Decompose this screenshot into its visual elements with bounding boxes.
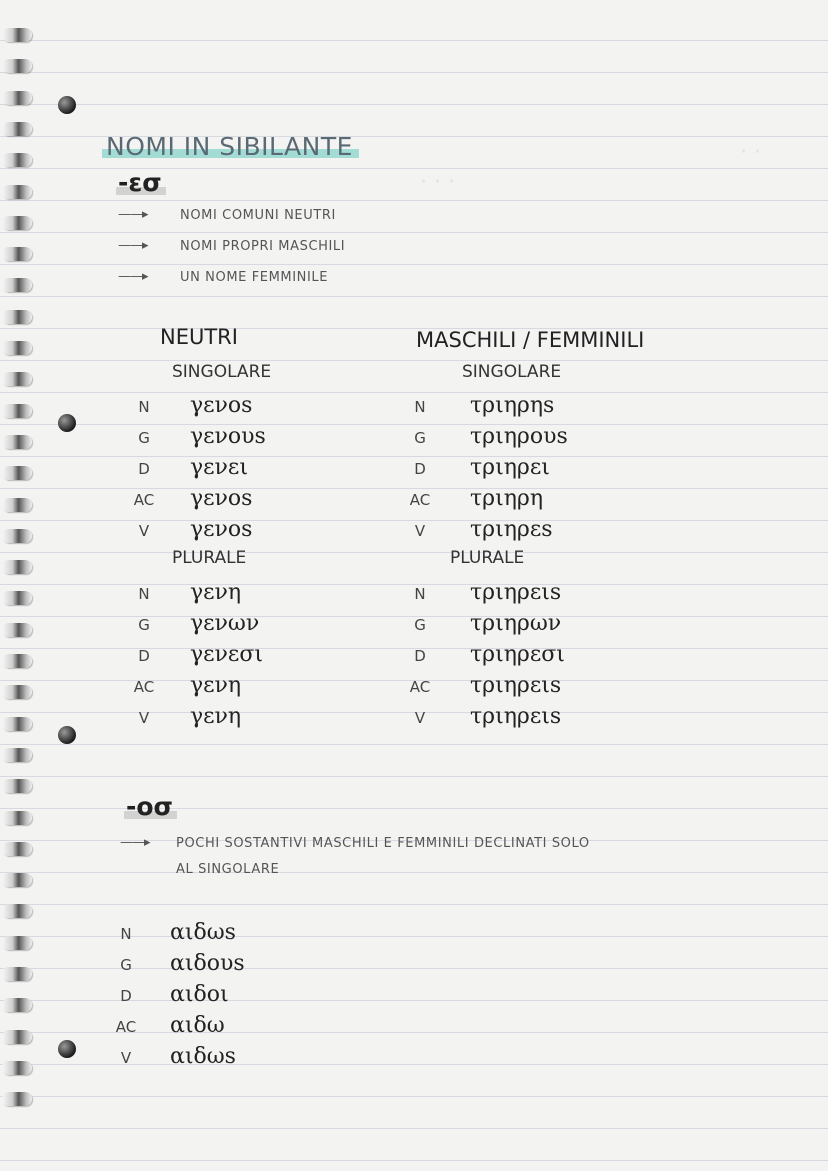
spiral-ring	[2, 404, 32, 418]
spiral-ring	[2, 685, 32, 699]
spiral-ring	[2, 435, 32, 449]
maschili-singolare-form: τριηρη	[470, 486, 544, 511]
spiral-ring	[2, 654, 32, 668]
maschili-plurale-form: τριηρειs	[470, 673, 562, 698]
os-note-line2: AL SINGOLARE	[176, 862, 280, 877]
neutri-plurale-case-label: N	[138, 585, 150, 603]
spiral-ring	[2, 529, 32, 543]
neutri-singolare-case-label: N	[138, 398, 150, 416]
spiral-ring	[2, 623, 32, 637]
punch-hole	[58, 96, 76, 114]
os-singolare-form: αιδωs	[170, 1044, 236, 1069]
spiral-ring	[2, 717, 32, 731]
maschili-plurale-case-label: D	[414, 647, 426, 665]
os-singolare-form: αιδουs	[170, 951, 245, 976]
neutri-singolare-form: γενουs	[190, 424, 266, 449]
spiral-ring	[2, 1061, 32, 1075]
spiral-ring	[2, 216, 32, 230]
neutri-plurale-form: γενη	[190, 673, 242, 698]
note-item: NOMI PROPRI MASCHILI	[180, 239, 346, 254]
spiral-ring	[2, 1092, 32, 1106]
os-singolare-form: αιδοι	[170, 982, 229, 1007]
spiral-ring	[2, 779, 32, 793]
spiral-ring	[2, 904, 32, 918]
os-singolare-case-label: N	[120, 925, 132, 943]
page-title: NOMI IN SIBILANTE	[106, 132, 353, 161]
os-singolare-case-label: D	[120, 987, 132, 1005]
spiral-ring	[2, 341, 32, 355]
maschili-singolare-case-label: V	[414, 522, 426, 540]
arrow-icon: ——▸	[120, 835, 150, 850]
spiral-ring	[2, 591, 32, 605]
maschili-plurale-case-label: AC	[409, 678, 431, 696]
neutri-singolare-form: γενοs	[190, 517, 253, 542]
spiral-ring	[2, 1030, 32, 1044]
neutri-singolare-case-label: AC	[133, 491, 155, 509]
maschili-heading: MASCHILI / FEMMINILI	[416, 328, 645, 352]
neutri-singolare-label: SINGOLARE	[172, 362, 272, 382]
punch-hole	[58, 726, 76, 744]
bleed-through-text: · · ·	[420, 170, 455, 195]
neutri-plurale-case-label: V	[138, 709, 150, 727]
neutri-singolare-case-label: V	[138, 522, 150, 540]
maschili-singolare-case-label: D	[414, 460, 426, 478]
spiral-ring	[2, 811, 32, 825]
maschili-plurale-form: τριηρειs	[470, 704, 562, 729]
neutri-plurale-form: γενη	[190, 580, 242, 605]
neutri-singolare-case-label: G	[138, 429, 150, 447]
neutri-plurale-case-label: G	[138, 616, 150, 634]
spiral-ring	[2, 498, 32, 512]
spiral-ring	[2, 936, 32, 950]
neutri-plurale-case-label: AC	[133, 678, 155, 696]
neutri-heading: NEUTRI	[160, 325, 238, 349]
maschili-singolare-case-label: AC	[409, 491, 431, 509]
neutri-singolare-case-label: D	[138, 460, 150, 478]
os-singolare-case-label: G	[120, 956, 132, 974]
arrow-icon: ——▸	[118, 238, 148, 253]
spiral-ring	[2, 185, 32, 199]
spiral-ring	[2, 873, 32, 887]
maschili-plurale-form: τριηρειs	[470, 580, 562, 605]
neutri-plurale-case-label: D	[138, 647, 150, 665]
spiral-ring	[2, 372, 32, 386]
maschili-plurale-form: τριηρεσι	[470, 642, 565, 667]
neutri-plurale-form: γενων	[190, 611, 260, 636]
spiral-ring	[2, 28, 32, 42]
os-singolare-form: αιδω	[170, 1013, 225, 1038]
punch-hole	[58, 1040, 76, 1058]
maschili-singolare-case-label: G	[414, 429, 426, 447]
spiral-ring	[2, 842, 32, 856]
spiral-ring	[2, 91, 32, 105]
maschili-plurale-form: τριηρων	[470, 611, 562, 636]
arrow-icon: ——▸	[118, 207, 148, 222]
maschili-singolare-form: τριηρει	[470, 455, 550, 480]
maschili-plurale-case-label: N	[414, 585, 426, 603]
ending-os-heading: -οσ	[126, 792, 174, 821]
spiral-ring	[2, 466, 32, 480]
maschili-singolare-form: τριηρουs	[470, 424, 568, 449]
os-note-line1: POCHI SOSTANTIVI MASCHILI E FEMMINILI DECLINATI SOLO	[176, 836, 590, 851]
maschili-singolare-label: SINGOLARE	[462, 362, 562, 382]
neutri-plurale-form: γενη	[190, 704, 242, 729]
maschili-singolare-case-label: N	[414, 398, 426, 416]
spiral-ring	[2, 153, 32, 167]
spiral-ring	[2, 310, 32, 324]
note-item: NOMI COMUNI NEUTRI	[180, 208, 336, 223]
spiral-ring	[2, 278, 32, 292]
spiral-ring	[2, 560, 32, 574]
neutri-singolare-form: γενοs	[190, 486, 253, 511]
maschili-plurale-label: PLURALE	[450, 548, 525, 568]
maschili-plurale-case-label: G	[414, 616, 426, 634]
spiral-ring	[2, 59, 32, 73]
os-singolare-form: αιδωs	[170, 920, 236, 945]
spiral-ring	[2, 748, 32, 762]
ending-es-heading: -εσ	[118, 168, 162, 197]
neutri-plurale-form: γενεσι	[190, 642, 263, 667]
os-singolare-case-label: AC	[115, 1018, 137, 1036]
neutri-singolare-form: γενοs	[190, 393, 253, 418]
note-item: UN NOME FEMMINILE	[180, 270, 329, 285]
spiral-ring	[2, 122, 32, 136]
spiral-ring	[2, 998, 32, 1012]
punch-hole	[58, 414, 76, 432]
os-singolare-case-label: V	[120, 1049, 132, 1067]
maschili-plurale-case-label: V	[414, 709, 426, 727]
spiral-ring	[2, 247, 32, 261]
maschili-singolare-form: τριηρεs	[470, 517, 553, 542]
bleed-through-text: · ·	[740, 140, 761, 165]
neutri-singolare-form: γενει	[190, 455, 248, 480]
neutri-plurale-label: PLURALE	[172, 548, 247, 568]
spiral-ring	[2, 967, 32, 981]
maschili-singolare-form: τριηρηs	[470, 393, 555, 418]
arrow-icon: ——▸	[118, 269, 148, 284]
